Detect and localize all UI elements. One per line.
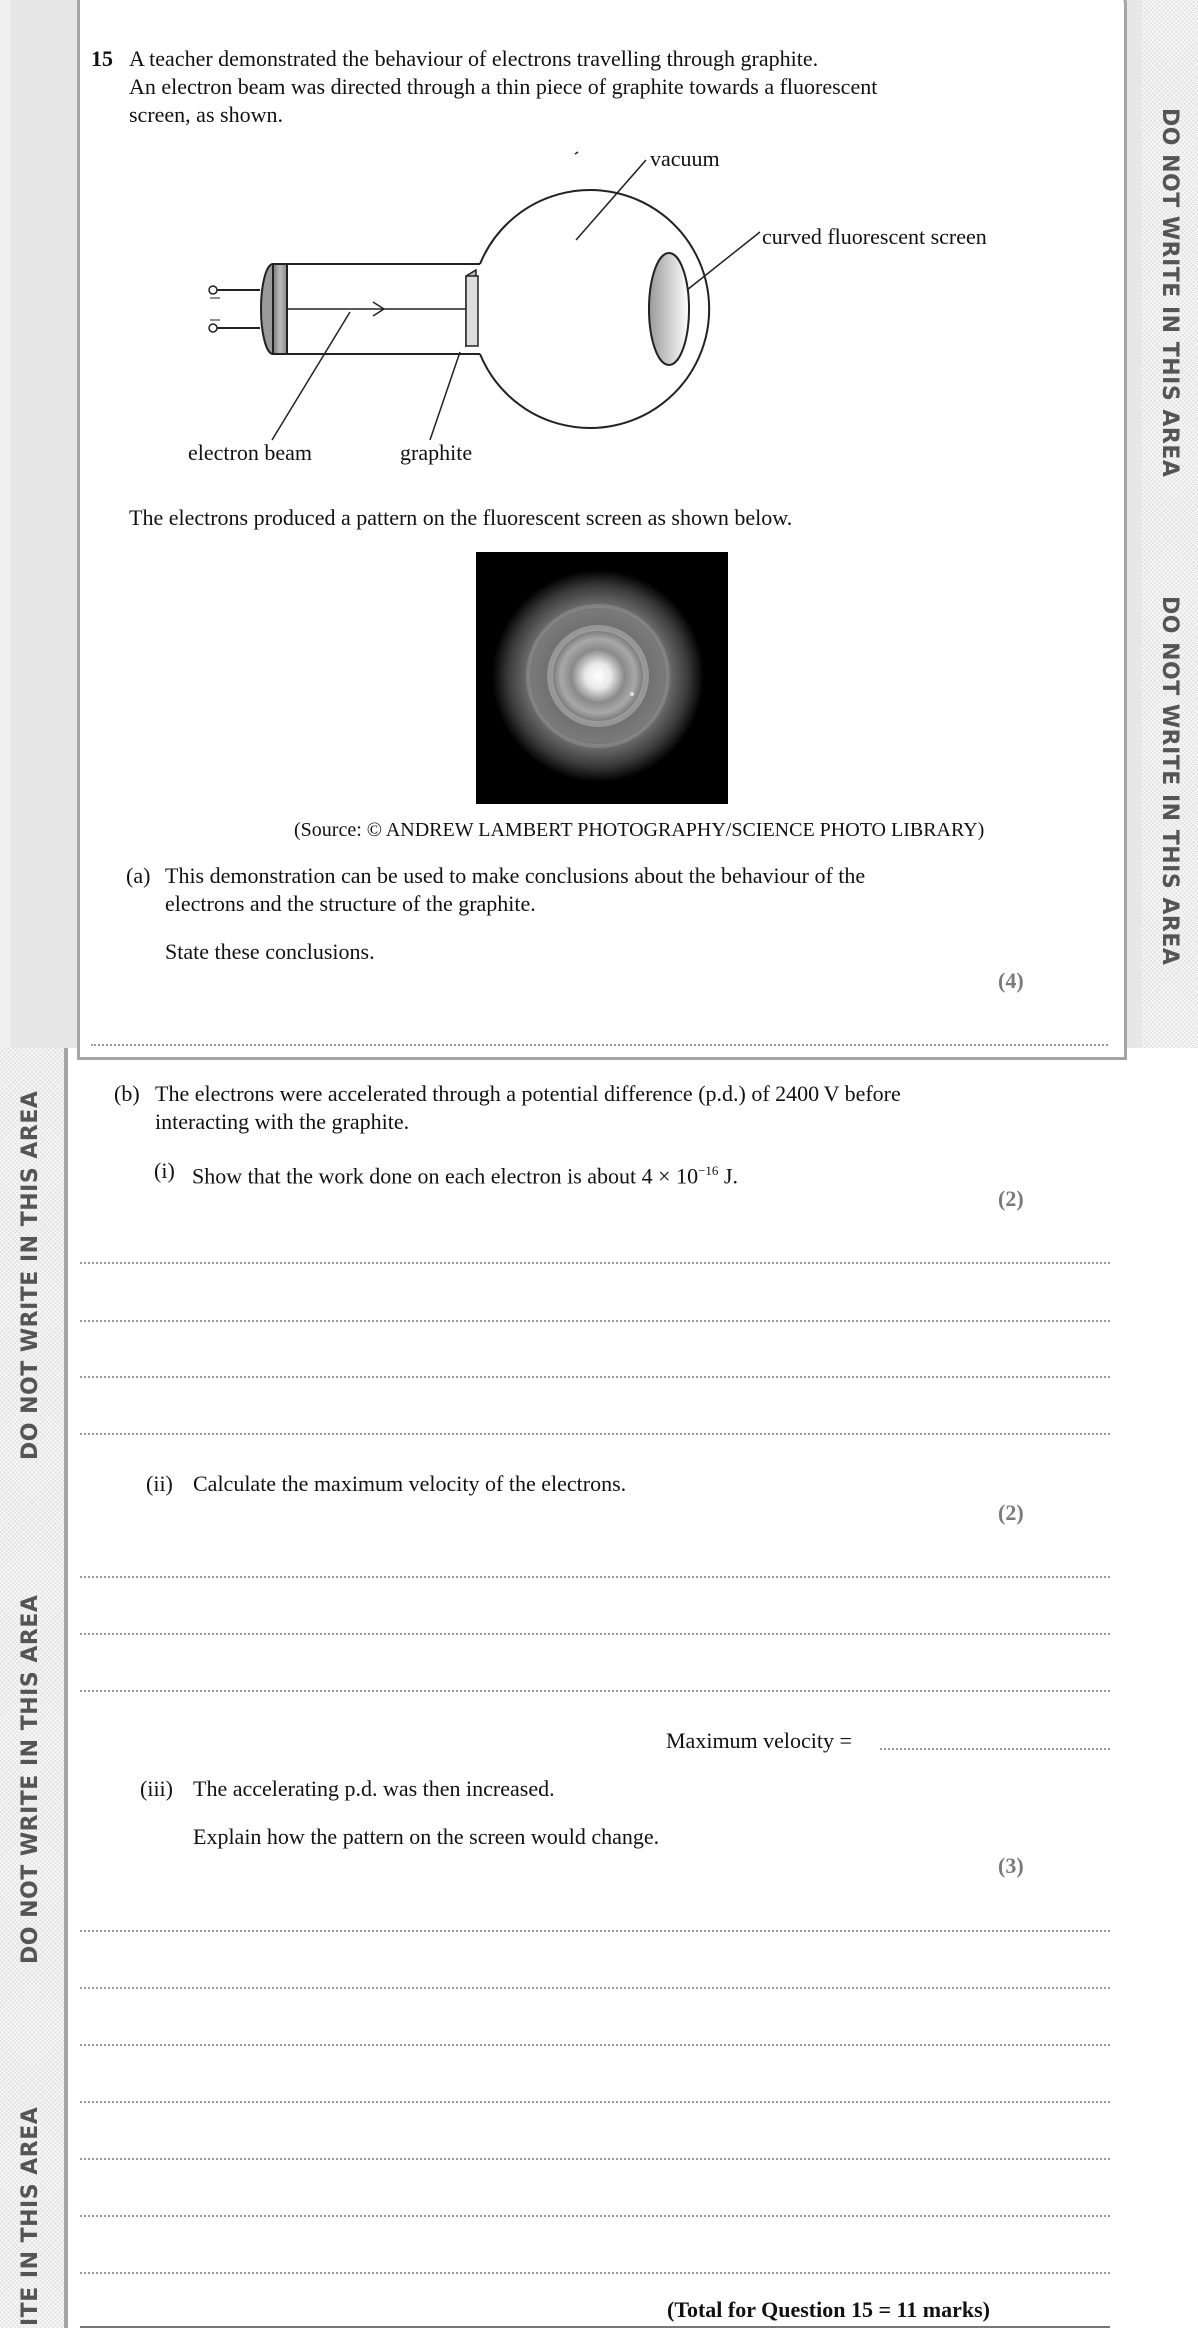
answer-line[interactable] — [80, 1930, 1110, 1932]
answer-line[interactable] — [80, 2158, 1110, 2160]
max-velocity-answer-line[interactable] — [880, 1748, 1110, 1750]
electron-diffraction-apparatus-diagram — [180, 130, 1040, 480]
part-b-text-2: interacting with the graphite. — [155, 1109, 410, 1134]
part-b-iii-instruction: Explain how the pattern on the screen would change. — [193, 1824, 660, 1849]
part-a-marks: (4) — [998, 968, 1024, 993]
lower-panel-border — [64, 1048, 68, 2328]
answer-line[interactable] — [80, 1376, 1110, 1378]
question-total-marks: (Total for Question 15 = 11 marks) — [667, 2297, 990, 2322]
answer-line[interactable] — [91, 1044, 1108, 1046]
margin-warning-left-3: ITE IN THIS AREA — [18, 2106, 43, 2326]
left-margin-strip — [0, 0, 10, 1048]
part-a-text-2: electrons and the structure of the graphite. — [165, 891, 536, 916]
answer-line[interactable] — [80, 2215, 1110, 2217]
intro-line-2: An electron beam was directed through a thin piece of graphite towards a fluorescent — [129, 74, 878, 99]
answer-line[interactable] — [80, 1987, 1110, 1989]
answer-line[interactable] — [80, 1576, 1110, 1578]
answer-line[interactable] — [80, 2272, 1110, 2274]
part-b-ii-text: Calculate the maximum velocity of the electrons. — [193, 1471, 627, 1496]
pattern-intro-text: The electrons produced a pattern on the fluorescent screen as shown below. — [129, 505, 793, 530]
question-number: 15 — [91, 46, 113, 71]
answer-line[interactable] — [80, 1262, 1110, 1264]
part-b-iii-marks: (3) — [998, 1853, 1024, 1878]
part-b-iii-label: (iii) — [140, 1776, 173, 1801]
part-a-instruction: State these conclusions. — [165, 939, 375, 964]
intro-line-3: screen, as shown. — [129, 102, 283, 127]
answer-line[interactable] — [80, 2101, 1110, 2103]
answer-line[interactable] — [80, 2044, 1110, 2046]
answer-line[interactable] — [80, 1320, 1110, 1322]
intro-line-1: A teacher demonstrated the behaviour of electrons travelling through graphite. — [129, 46, 819, 71]
part-b-ii-label: (ii) — [146, 1471, 173, 1496]
label-electron-beam: electron beam — [188, 440, 312, 465]
photo-source-credit: (Source: © ANDREW LAMBERT PHOTOGRAPHY/SCIENCE PHOTO LIBRARY) — [294, 819, 985, 841]
answer-line[interactable] — [80, 1690, 1110, 1692]
label-vacuum: vacuum — [650, 146, 720, 171]
margin-warning-left-1: DO NOT WRITE IN THIS AREA — [18, 1090, 43, 1460]
part-b-label: (b) — [114, 1081, 140, 1106]
part-a-text-1: This demonstration can be used to make conclusions about the behaviour of the — [165, 863, 866, 888]
max-velocity-label: Maximum velocity = — [666, 1728, 852, 1753]
part-b-iii-text: The accelerating p.d. was then increased. — [193, 1776, 555, 1801]
part-b-text-1: The electrons were accelerated through a potential difference (p.d.) of 2400 V before — [155, 1081, 901, 1106]
part-b-i-text: Show that the work done on each electron is about $4 \times 10^{-16}$ J. — [192, 1163, 738, 1189]
diffraction-pattern-photo — [476, 552, 728, 804]
margin-warning-left-2: DO NOT WRITE IN THIS AREA — [18, 1594, 43, 1964]
margin-warning-right-2: DO NOT WRITE IN THIS AREA — [1157, 596, 1182, 966]
part-b-i-marks: (2) — [998, 1186, 1024, 1211]
part-b-ii-marks: (2) — [998, 1500, 1024, 1525]
margin-warning-right-1: DO NOT WRITE IN THIS AREA — [1157, 108, 1182, 478]
label-graphite: graphite — [400, 440, 473, 465]
answer-line[interactable] — [80, 1633, 1110, 1635]
label-curved-fluorescent-screen: curved fluorescent screen — [762, 224, 987, 249]
part-b-i-label: (i) — [154, 1158, 175, 1183]
answer-line[interactable] — [80, 1433, 1110, 1435]
part-a-label: (a) — [126, 863, 151, 888]
